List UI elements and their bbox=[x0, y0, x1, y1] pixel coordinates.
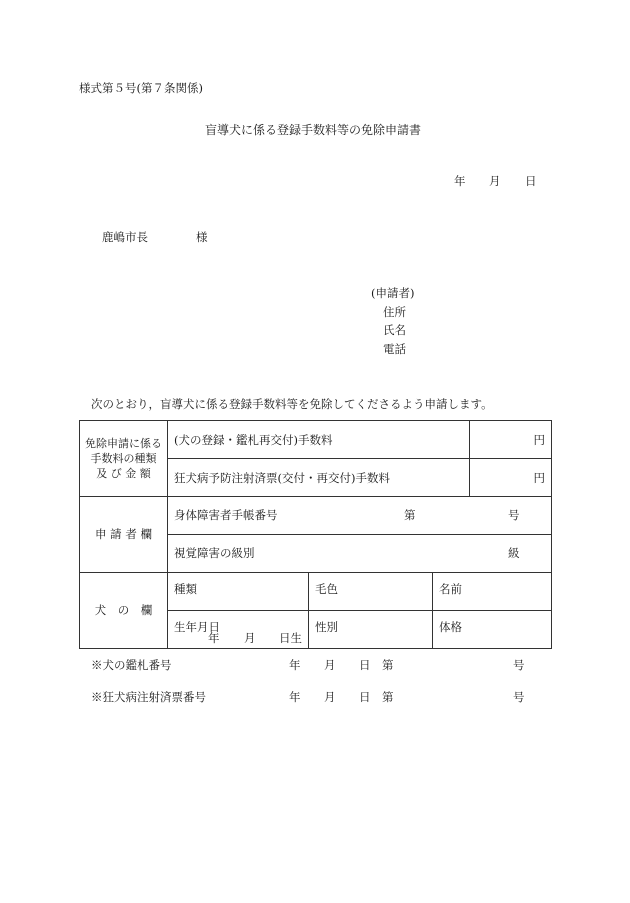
date-month-label: 月 bbox=[489, 174, 501, 188]
footnote-rabies-suffix: 号 bbox=[513, 690, 525, 704]
fee-header-line-1: 免除申請に係る bbox=[85, 437, 162, 450]
handbook-row bbox=[80, 497, 552, 535]
date-day-label: 日 bbox=[525, 174, 537, 188]
dog-row-1 bbox=[80, 573, 552, 611]
dog-build-label: 体格 bbox=[439, 620, 462, 634]
handbook-prefix: 第 bbox=[404, 508, 416, 522]
addressee-name: 鹿嶋市長 bbox=[102, 230, 148, 244]
fee-header-line-3: 及 び 金 額 bbox=[96, 467, 151, 480]
footnote-tag-year: 年 bbox=[289, 658, 301, 672]
fee-rabies-amount-field[interactable] bbox=[470, 459, 552, 497]
yen-unit: 円 bbox=[533, 432, 546, 447]
handbook-suffix: 号 bbox=[508, 508, 520, 522]
dog-name-label: 名前 bbox=[439, 582, 462, 596]
footnote-rabies-prefix: 第 bbox=[382, 690, 394, 704]
footnote-tag-prefix: 第 bbox=[382, 658, 394, 672]
footnote-rabies-month: 月 bbox=[324, 690, 336, 704]
application-statement: 次のとおり，盲導犬に係る登録手数料等を免除してくださるよう申請します。 bbox=[91, 397, 493, 411]
form-number: 様式第５号(第７条関係) bbox=[79, 81, 203, 95]
fee-section-header bbox=[80, 421, 168, 497]
footnote-tag-suffix: 号 bbox=[513, 658, 525, 672]
fee-registration-amount-field[interactable] bbox=[470, 421, 552, 459]
page-title: 盲導犬に係る登録手数料等の免除申請書 bbox=[205, 123, 422, 137]
dog-birth-day-label: 日生 bbox=[279, 631, 302, 645]
dog-coat-color-field[interactable] bbox=[309, 573, 433, 611]
dog-sex-label: 性別 bbox=[315, 620, 338, 634]
dog-build-field[interactable] bbox=[433, 611, 552, 649]
dog-birth-date-label: 生年月日 bbox=[174, 620, 220, 634]
dog-section-header: 犬 の 欄 bbox=[80, 573, 168, 649]
applicant-heading: (申請者) bbox=[371, 286, 415, 300]
date-year-label: 年 bbox=[454, 174, 466, 188]
applicant-address-label: 住所 bbox=[383, 305, 406, 319]
disability-grade-field[interactable] bbox=[168, 535, 552, 573]
fee-registration-label: (犬の登録・鑑札再交付)手数料 bbox=[168, 421, 470, 459]
addressee-honorific: 様 bbox=[196, 230, 208, 244]
dog-coat-color-label: 毛色 bbox=[315, 582, 338, 596]
fee-row-registration bbox=[80, 421, 552, 459]
footnote-tag-month: 月 bbox=[324, 658, 336, 672]
dog-name-field[interactable] bbox=[433, 573, 552, 611]
disability-grade-label: 視覚障害の級別 bbox=[174, 546, 255, 560]
footnote-rabies-day: 日 bbox=[359, 690, 371, 704]
dog-birth-month-label: 月 bbox=[244, 631, 256, 645]
footnote-tag-day: 日 bbox=[359, 658, 371, 672]
handbook-number-field[interactable] bbox=[168, 497, 552, 535]
dog-breed-field[interactable] bbox=[168, 573, 309, 611]
applicant-section-header: 申 請 者 欄 bbox=[80, 497, 168, 573]
footnote-rabies-label: ※狂犬病注射済票番号 bbox=[91, 690, 206, 704]
footnote-rabies-year: 年 bbox=[289, 690, 301, 704]
fee-rabies-label: 狂犬病予防注射済票(交付・再交付)手数料 bbox=[168, 459, 470, 497]
applicant-name-label: 氏名 bbox=[383, 323, 406, 337]
disability-grade-suffix: 級 bbox=[508, 546, 520, 560]
application-form-table bbox=[79, 420, 552, 649]
dog-birth-year-label: 年 bbox=[208, 631, 220, 645]
dog-birth-date-field[interactable] bbox=[168, 611, 309, 649]
dog-breed-label: 種類 bbox=[174, 582, 197, 596]
handbook-number-label: 身体障害者手帳番号 bbox=[174, 508, 278, 522]
footnote-tag-label: ※犬の鑑札番号 bbox=[91, 658, 172, 672]
dog-sex-field[interactable] bbox=[309, 611, 433, 649]
fee-header-line-2: 手数料の種類 bbox=[90, 452, 157, 465]
applicant-phone-label: 電話 bbox=[383, 342, 406, 356]
yen-unit: 円 bbox=[533, 470, 546, 485]
